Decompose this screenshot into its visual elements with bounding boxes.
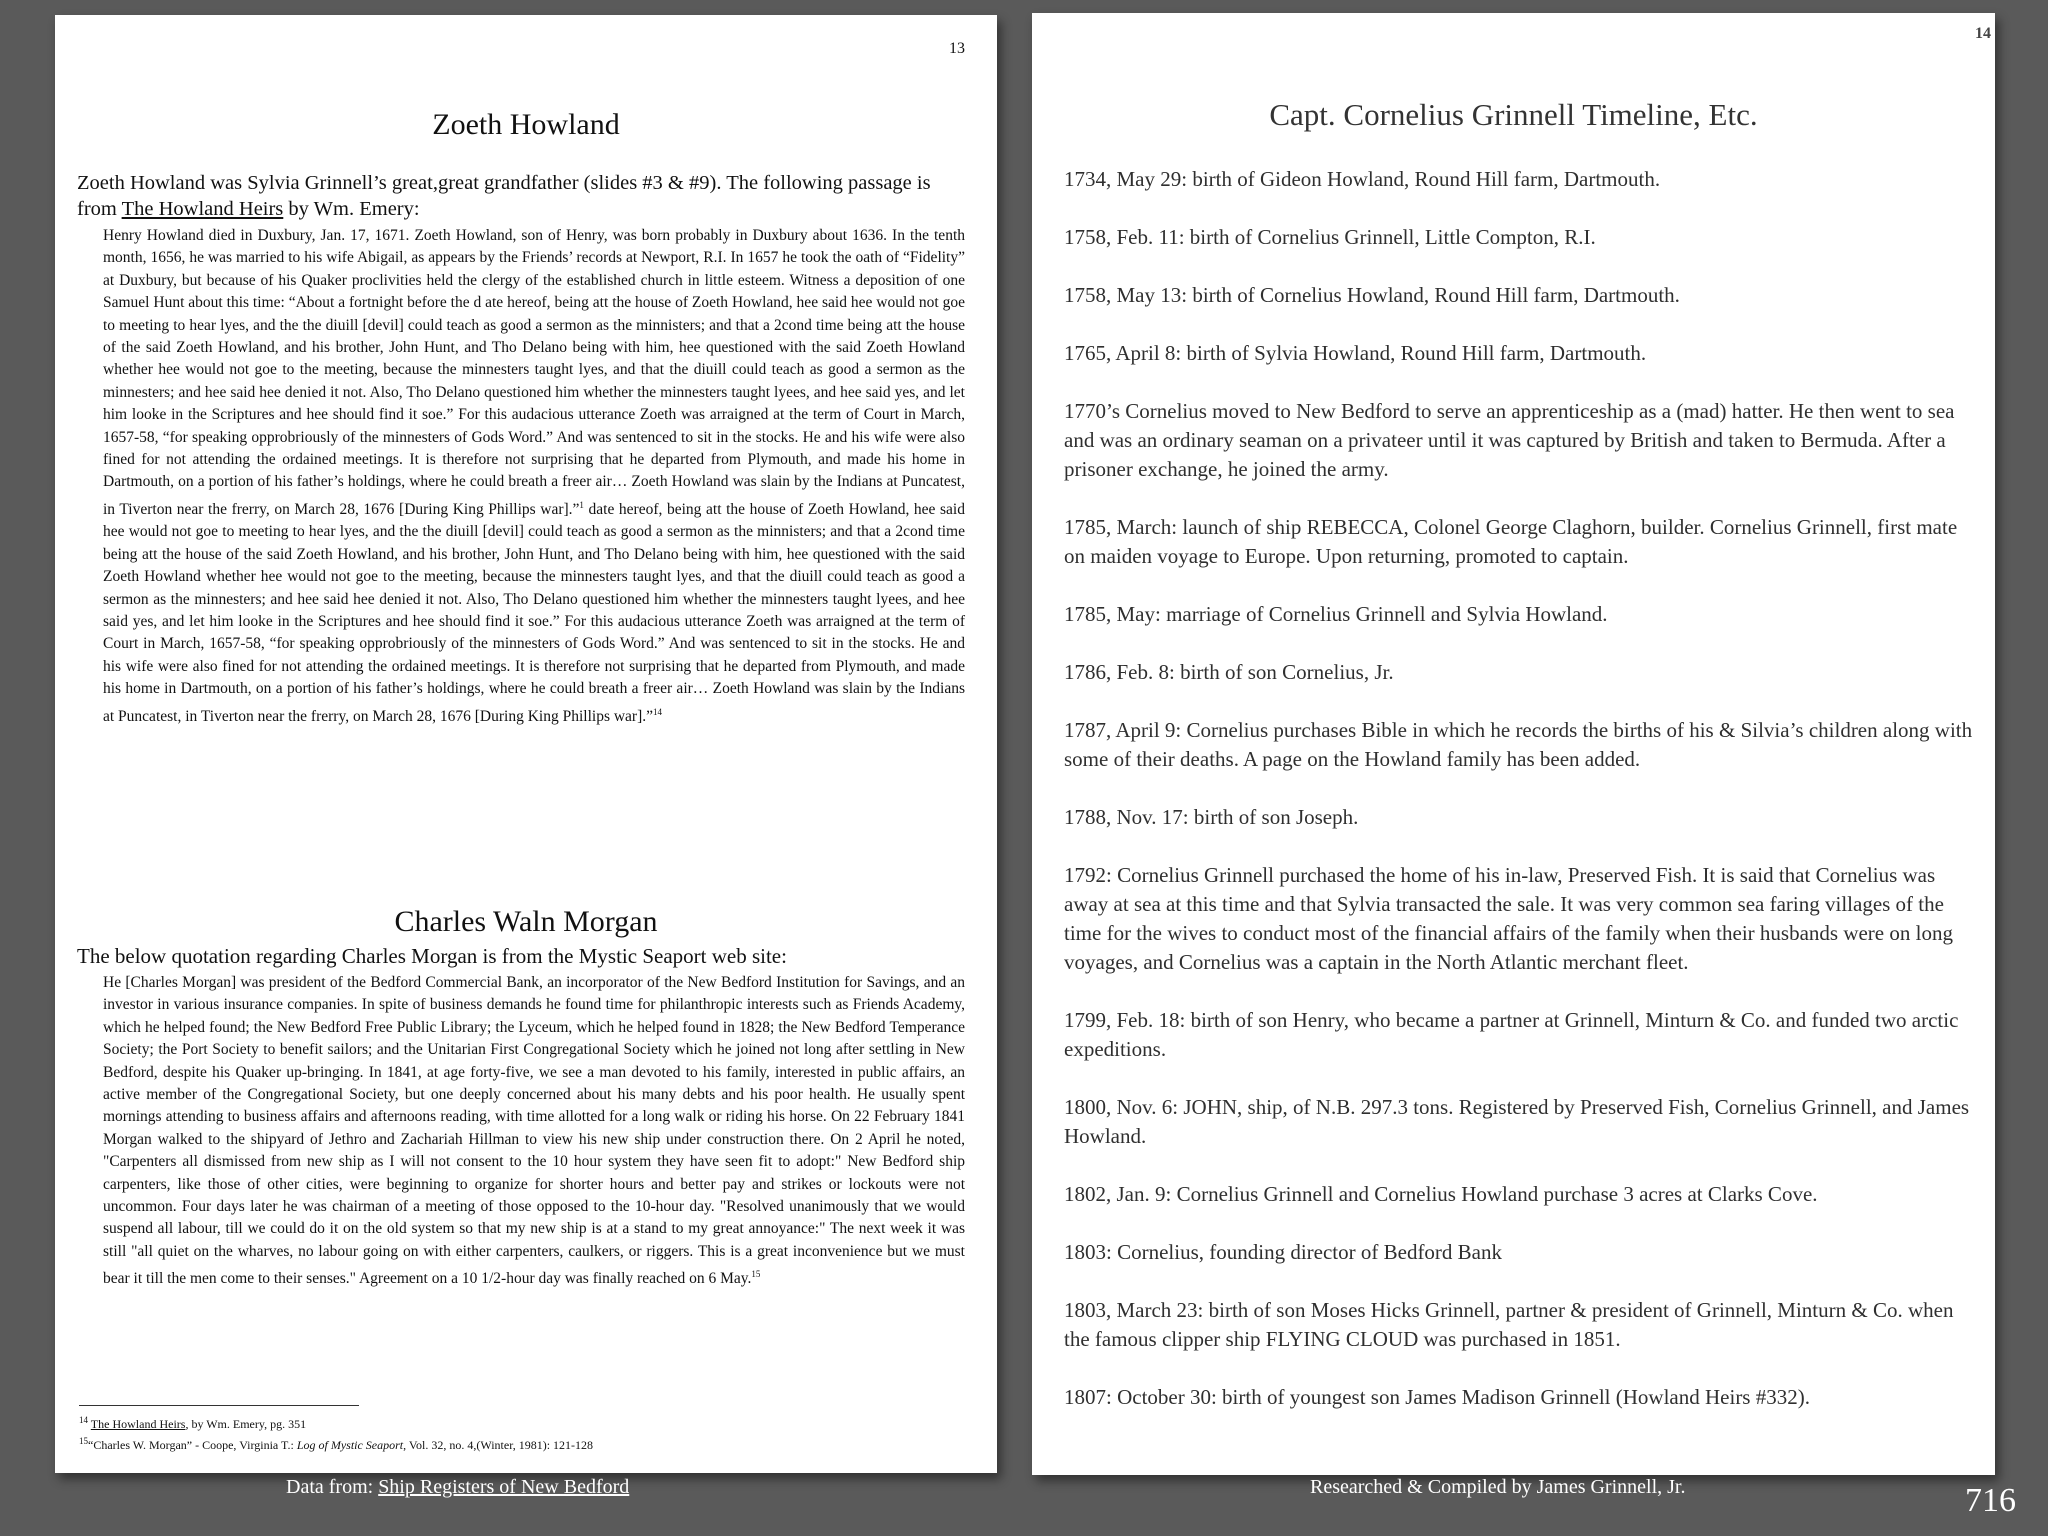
source-caption: Data from: Ship Registers of New Bedford (286, 1476, 630, 1498)
footnote-divider (79, 1405, 359, 1406)
timeline-entry: 1770’s Cornelius moved to New Bedford to serve an apprenticeship as a (mad) hatter. He then went to sea and was an ordinary seaman on a privateer until it was captured by British and taken to Bermuda. After a prisoner exchange, he joined the army. (1064, 399, 1955, 481)
page-number: 14 (1975, 25, 1991, 42)
left-document-page (55, 15, 997, 1473)
timeline-entry: 1803: Cornelius, founding director of Bedford Bank (1064, 1240, 1503, 1264)
timeline-entry: 1792: Cornelius Grinnell purchased the home of his in-law, Preserved Fish. It is said that Cornelius was away at sea at this time and that Sylvia transacted the sale. It was very common sea faring villages of the time for the wives to conduct most of the financial affairs of the family when their husbands were on long voyages, and Cornelius was a captain in the North Atlantic merchant fleet. (1064, 863, 1953, 974)
section-title-2: Charles Waln Morgan (394, 905, 658, 938)
intro-paragraph (77, 170, 975, 222)
quote-text: He [Charles Morgan] was president of the Bedford Commercial Bank, an incorporator of the New Bedford Institution for Savings, and an investor in various insurance companies. In spite of business demands he found time for philanthropic interests such as Friends Academy, which he helped found; the New Bedford Free Public Library; the Lyceum, which he helped found in 1828; the New Bedford Temperance Society; the Port Society to benefit sailors; and the Unitarian First Congregational Society which he joined not long after settling in New Bedford, despite his Quaker up-bringing. In 1841, at age forty-five, we see a man devoted to his family, interested in public affairs, an active member of the Congregational Society, but one deeply concerned about his many debts and his poor health. He usually spent mornings attending to business affairs and afternoons reading, with time allotted for a long walk or riding his horse. On 22 February 1841 Morgan walked to the shipyard of Jethro and Zachariah Hillman to view his new ship under construction there. On 2 April he noted, "Carpenters all dismissed from new ship as I will not consent to the 10 hour system they have seen fit to adopt:" New Bedford ship carpenters, like those of other cities, were beginning to organize for shorter hours and better pay and strikes or lockouts were not uncommon. Four days later he was chairman of a meeting of those opposed to the 10-hour day. "Resolved unanimously that we would suspend all labour, till we could do it on the old system so that my new ship is at a stand to my great annoyance:" The next week it was still "all quiet on the wharves, no labour going on with either carpenters, caulkers, or riggers. This is a great inconvenience but we must bear it till the men come to their senses." Agreement on a 10 1/2-hour day was finally reached on 6 May. (103, 974, 965, 1288)
timeline-list (1064, 165, 1975, 1441)
timeline-entry: 1785, March: launch of ship REBECCA, Colonel George Claghorn, builder. Cornelius Grinnell, first mate on maiden voyage to Europe. Upon returning, promoted to captain. (1064, 515, 1958, 568)
block-quote (103, 225, 965, 728)
timeline-title: Capt. Cornelius Grinnell Timeline, Etc. (1269, 97, 1758, 132)
intro-paragraph-2: The below quotation regarding Charles Morgan is from the Mystic Seaport web site: (77, 944, 787, 968)
right-document-page (1032, 13, 1995, 1475)
quote-text-continued: date hereof, being att the house of Zoeth Howland, hee said hee would not goe to meeting to hear lyes, and the the diuill [devil] could teach as good a sermon as the minnisters; and that a 2cond time being att the house of the said Zoeth Howland, and his brother, John Hunt, and Tho Delano being with him, hee questioned with the said Zoeth Howland whether hee would not goe to the meeting, because the minnesters taught lyes, and that the diuill could teach as good a sermon as the minnesters; and hee said hee denied it not. Also, Tho Delano questioned him whether the minnesters taught lyees, and hee said yes, and let him looke in the Scriptures and hee should find it soe.” For this audacious utterance Zoeth was arraigned at the term of Court in March, 1657-58, “for speaking opprobriously of the minnesters of Gods Word.” And was sentenced to sit in the stocks. He and his wife were also fined for not attending the ordained meetings. It is therefore not surprising that he departed from Plymouth, and made his home in Dartmouth, on a portion of his father’s holdings, where he could breath a freer air… Zoeth Howland was slain by the Indians at Puncatest, in Tiverton near the frerry, on March 28, 1676 [During King Phillips war].” (103, 501, 965, 725)
timeline-entry: 1787, April 9: Cornelius purchases Bible in which he records the births of his & Silvia’s children along with some of their deaths. A page on the Howland family has been added. (1064, 718, 1973, 771)
footnote-ref: 1 (579, 499, 584, 510)
timeline-entry: 1802, Jan. 9: Cornelius Grinnell and Cornelius Howland purchase 3 acres at Clarks Cove. (1064, 1182, 1818, 1206)
timeline-entry: 1788, Nov. 17: birth of son Joseph. (1064, 805, 1359, 829)
timeline-entry: 1786, Feb. 8: birth of son Cornelius, Jr. (1064, 660, 1394, 684)
timeline-entry: 1758, Feb. 11: birth of Cornelius Grinnell, Little Compton, R.I. (1064, 225, 1596, 249)
timeline-entry: 1803, March 23: birth of son Moses Hicks Grinnell, partner & president of Grinnell, Minturn & Co. when the famous clipper ship FLYING CLOUD was purchased in 1851. (1064, 1298, 1954, 1351)
block-quote-2 (103, 972, 965, 1291)
timeline-entry: 1785, May: marriage of Cornelius Grinnell and Sylvia Howland. (1064, 602, 1608, 626)
credit-caption: Researched & Compiled by James Grinnell, Jr. (1310, 1476, 1686, 1498)
timeline-entry: 1734, May 29: birth of Gideon Howland, Round Hill farm, Dartmouth. (1064, 167, 1661, 191)
page-number: 13 (949, 40, 965, 57)
footnote-15: $^{15}$“Charles W. Morgan” - Coope, Virginia T.: Log of Mystic Seaport, Vol. 32, no. 4,(Winter, 1981): 121-128 (79, 1436, 594, 1452)
intro-text-end: by Wm. Emery: (283, 198, 420, 220)
footnote-ref: 15 (751, 1269, 761, 1280)
footnote-14: $^{14}$ The Howland Heirs, by Wm. Emery, pg. 351 (79, 1415, 307, 1431)
quote-text: Henry Howland died in Duxbury, Jan. 17, 1671. Zoeth Howland, son of Henry, was born probably in Duxbury about 1636. In the tenth month, 1656, he was married to his wife Abigail, as appears by the Friends’ records at Newport, R.I. In 1657 he took the oath of “Fidelity” at Duxbury, but because of his Quaker proclivities held the clergy of the established church in little esteem. Witness a deposition of one Samuel Hunt about this time: “About a fortnight before the d ate hereof, being att the house of Zoeth Howland, hee said hee would not goe to meeting to hear lyes, and the the diuill [devil] could teach as good a sermon as the minnisters; and that a 2cond time being att the house of the said Zoeth Howland, and his brother, John Hunt, and Tho Delano being with him, hee questioned with the said Zoeth Howland whether hee would not goe to the meeting, because the minnesters taught lyes, and that the diuill could teach as good a sermon as the minnesters; and hee said hee denied it not. Also, Tho Delano questioned him whether the minnesters taught lyees, and hee said yes, and let him looke in the Scriptures and hee should find it soe.” For this audacious utterance Zoeth was arraigned at the term of Court in March, 1657-58, “for speaking opprobriously of the minnesters of Gods Word.” And was sentenced to sit in the stocks. He and his wife were also fined for not attending the ordained meetings. It is therefore not surprising that he departed from Plymouth, and made his home in Dartmouth, on a portion of his father’s holdings, where he could breath a freer air… Zoeth Howland was slain by the Indians at Puncatest, in Tiverton near the frerry, on March 28, 1676 [During King Phillips war].” (103, 227, 965, 519)
timeline-entry: 1800, Nov. 6: JOHN, ship, of N.B. 297.3 tons. Registered by Preserved Fish, Cornelius Grinnell, and James Howland. (1064, 1095, 1970, 1148)
slide-number: 716 (1965, 1482, 2016, 1519)
source-link[interactable]: Ship Registers of New Bedford (378, 1476, 630, 1498)
timeline-entry: 1807: October 30: birth of youngest son James Madison Grinnell (Howland Heirs #332). (1064, 1385, 1810, 1409)
timeline-entry: 1799, Feb. 18: birth of son Henry, who became a partner at Grinnell, Minturn & Co. and funded two arctic expeditions. (1064, 1008, 1959, 1061)
footnotes (79, 1412, 973, 1454)
footnote-ref: 14 (653, 706, 663, 717)
section-title: Zoeth Howland (432, 108, 620, 141)
book-title: The Howland Heirs (121, 198, 284, 220)
timeline-entry: 1765, April 8: birth of Sylvia Howland, Round Hill farm, Dartmouth. (1064, 341, 1647, 365)
intro-text: Zoeth Howland was Sylvia Grinnell’s great,great grandfather (slides #3 & #9). The following passage is from (77, 172, 931, 220)
timeline-entry: 1758, May 13: birth of Cornelius Howland, Round Hill farm, Dartmouth. (1064, 283, 1680, 307)
